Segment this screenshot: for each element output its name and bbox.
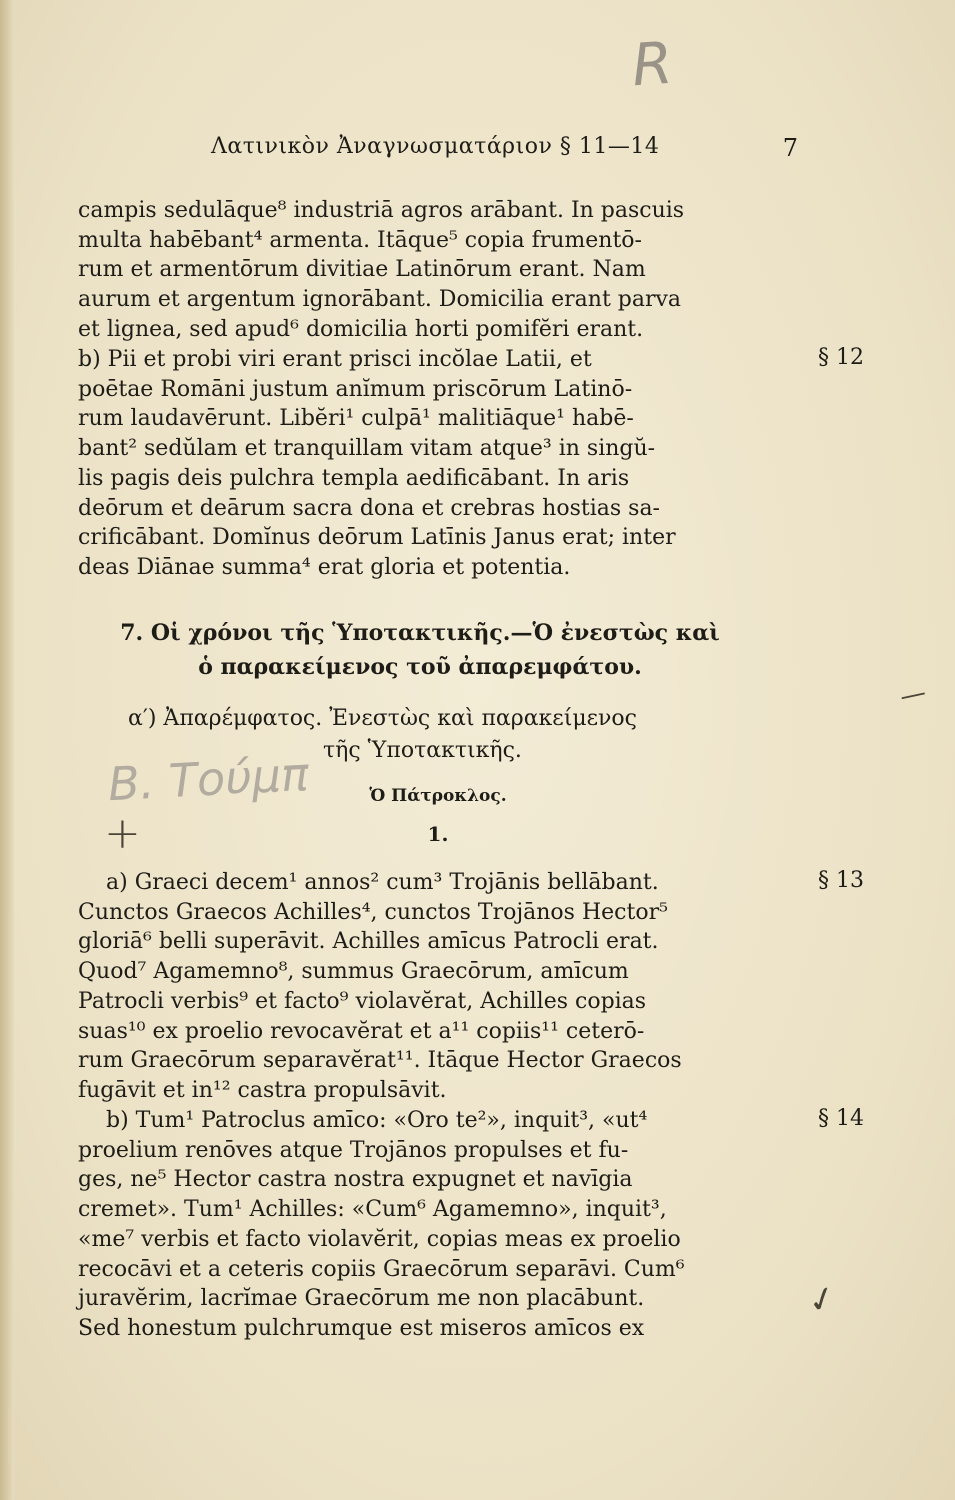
text-line: crificābant. Domĭnus deōrum Latīnis Janus erat; inter	[78, 525, 676, 551]
running-header	[78, 134, 798, 166]
dash-mark-icon: —	[897, 677, 929, 713]
text-line: proelium renōves atque Trojānos propulses et fu-	[78, 1137, 629, 1163]
text-line: deōrum et deārum sacra dona et crebras hostias sa-	[78, 495, 660, 521]
paragraph-b-section-14	[78, 1106, 800, 1344]
story-number: 1.	[427, 822, 449, 846]
page-number: 7	[782, 134, 798, 162]
text-line: b) Tum¹ Patroclus amīco: «Oro te²», inquit³, «ut⁴	[106, 1108, 648, 1133]
text-line: Sed honestum pulchrumque est miseros amīcos ex	[78, 1315, 645, 1341]
header-title: Λατινικὸν Ἀναγνωσματάριον § 11—14	[211, 134, 660, 159]
text-line: Patrocli verbis⁹ et facto⁹ violavĕrat, Achilles copias	[78, 988, 647, 1014]
text-line: rum laudavērunt. Libĕri¹ culpā¹ malitiāque¹ habē-	[78, 406, 634, 432]
text-line: «me⁷ verbis et facto violavĕrit, copias meas ex proelio	[78, 1226, 681, 1252]
text-line: lis pagis deis pulchra templa aedificābant. In aris	[78, 465, 630, 491]
text-line: aurum et argentum ignorābant. Domicilia erant parva	[78, 287, 682, 313]
text-line: deas Diānae summa⁴ erat gloria et potentia.	[78, 554, 571, 580]
text-line: campis sedulāque⁸ industriā agros arābant. In pascuis	[78, 198, 685, 223]
section-title-line-2: ὁ παρακείμενος τοῦ ἀπαρεμφάτου.	[198, 654, 642, 680]
cross-mark-icon: +	[104, 808, 141, 859]
text-line: b) Pii et probi viri erant prisci incŏlae Latii, et	[78, 347, 592, 372]
section-title-line-1: 7. Οἱ χρόνοι τῆς Ὑποτακτικῆς.—Ὁ ἐνεστὼς καὶ	[120, 620, 720, 646]
text-line: bant² sedŭlam et tranquillam vitam atque³ in singŭ-	[78, 436, 656, 462]
page-spine-edge	[0, 0, 14, 1500]
text-line: Cunctos Graecos Achilles⁴, cunctos Trojānos Hector⁵	[78, 899, 668, 925]
paragraph-continued	[78, 196, 800, 345]
text-line: et lignea, sed apud⁶ domicilia horti pomifĕri erant.	[78, 316, 644, 342]
text-line: Quod⁷ Agamemno⁸, summus Graecōrum, amīcum	[78, 959, 629, 985]
pencil-annotation-top: R	[629, 28, 675, 100]
paragraph-a-section-13	[78, 868, 800, 1106]
text-line: suas¹⁰ ex proelio revocavĕrat et a¹¹ copiis¹¹ ceterō-	[78, 1018, 645, 1044]
subheading-line-2: τῆς Ὑποτακτικῆς.	[323, 738, 522, 763]
text-line: juravĕrim, lacrĭmae Graecōrum me non placābunt.	[78, 1286, 645, 1312]
text-line: gloriā⁶ belli superāvit. Achilles amīcus Patrocli erat.	[78, 929, 659, 955]
text-line: multa habēbant⁴ armenta. Itāque⁵ copia frumentō-	[78, 227, 642, 253]
paragraph-b-section-12	[78, 345, 800, 583]
check-mark-icon: ✓	[802, 1276, 842, 1324]
text-line: cremet». Tum¹ Achilles: «Cum⁶ Agamemno», inquit³,	[78, 1197, 667, 1223]
subheading-line-1: α′) Ἀπαρέμφατος. Ἐνεστὼς καὶ παρακείμενος	[128, 706, 637, 731]
story-title: Ὁ Πάτροκλος.	[369, 786, 507, 806]
text-line: recocāvi et a ceteris copiis Graecōrum separāvi. Cum⁶	[78, 1256, 685, 1282]
pencil-annotation-left: B. Τούμπ	[106, 746, 310, 812]
margin-section-ref-14: § 14	[818, 1106, 864, 1131]
text-line: ges, ne⁵ Hector castra nostra expugnet et navīgia	[78, 1167, 633, 1193]
text-line: fugāvit et in¹² castra propulsāvit.	[78, 1077, 447, 1103]
text-line: rum Graecōrum separavĕrat¹¹. Itāque Hector Graecos	[78, 1048, 682, 1074]
margin-section-ref-12: § 12	[818, 345, 864, 370]
margin-section-ref-13: § 13	[818, 868, 864, 893]
text-line: a) Graeci decem¹ annos² cum³ Trojānis bellābant.	[106, 870, 659, 895]
text-line: rum et armentōrum divitiae Latinōrum erant. Nam	[78, 257, 646, 283]
text-line: poētae Romāni justum anĭmum priscōrum Latinō-	[78, 376, 633, 402]
